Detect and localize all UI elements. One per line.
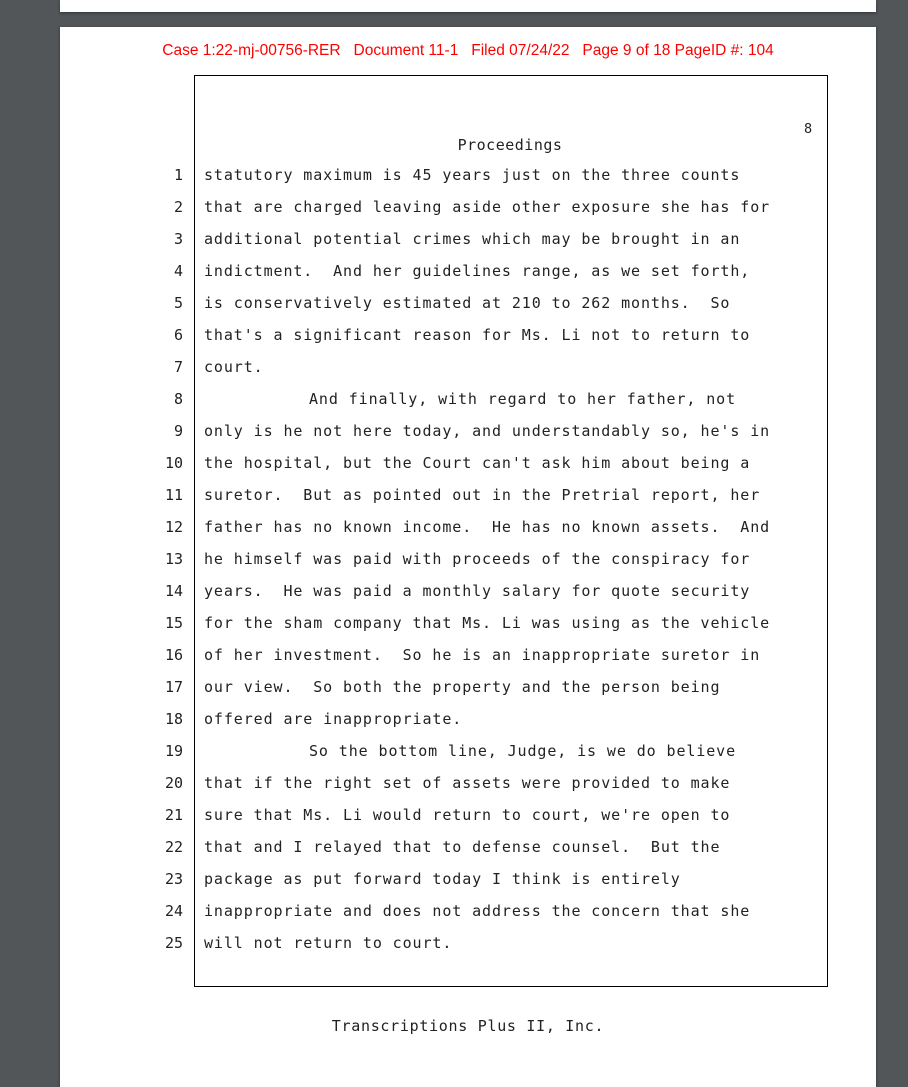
transcript-page-number: 8 (804, 121, 813, 137)
line-number: 22 (164, 838, 183, 856)
line-text: he himself was paid with proceeds of the conspiracy for (204, 550, 751, 568)
transcript-line (60, 742, 876, 774)
transcript-line (60, 870, 876, 902)
line-text: for the sham company that Ms. Li was using as the vehicle (204, 614, 771, 632)
line-number: 11 (164, 486, 183, 504)
transcript-line (60, 806, 876, 838)
line-text: will not return to court. (204, 934, 453, 952)
transcript-line (60, 710, 876, 742)
document-page (60, 27, 876, 1087)
line-number: 3 (173, 230, 183, 248)
line-text: inappropriate and does not address the concern that she (204, 902, 751, 920)
line-number: 20 (164, 774, 183, 792)
transcript-line (60, 582, 876, 614)
line-number: 18 (164, 710, 183, 728)
line-number: 9 (173, 422, 183, 440)
line-number: 5 (173, 294, 183, 312)
line-number: 23 (164, 870, 183, 888)
line-text: of her investment. So he is an inappropriate suretor in (204, 646, 761, 664)
line-text: So the bottom line, Judge, is we do believe (309, 742, 737, 760)
transcript-line (60, 294, 876, 326)
line-text: that and I relayed that to defense counsel. But the (204, 838, 721, 856)
transcript-line (60, 358, 876, 390)
line-number: 25 (164, 934, 183, 952)
transcript-line (60, 390, 876, 422)
transcript-line (60, 230, 876, 262)
line-number: 24 (164, 902, 183, 920)
transcript-line (60, 486, 876, 518)
line-text: the hospital, but the Court can't ask him about being a (204, 454, 751, 472)
line-text: additional potential crimes which may be brought in an (204, 230, 741, 248)
line-text: package as put forward today I think is entirely (204, 870, 681, 888)
transcript-line (60, 934, 876, 966)
transcript-line (60, 774, 876, 806)
case-header-stamp: Case 1:22-mj-00756-RER Document 11-1 Filed 07/24/22 Page 9 of 18 PageID #: 104 (162, 42, 774, 59)
line-number: 21 (164, 806, 183, 824)
line-number: 2 (173, 198, 183, 216)
line-text: suretor. But as pointed out in the Pretrial report, her (204, 486, 761, 504)
transcript-line (60, 166, 876, 198)
line-number: 19 (164, 742, 183, 760)
line-text: our view. So both the property and the person being (204, 678, 721, 696)
line-text: court. (204, 358, 264, 376)
transcript-line (60, 838, 876, 870)
transcript-line (60, 902, 876, 934)
transcription-footer: Transcriptions Plus II, Inc. (331, 1017, 605, 1035)
transcript-line (60, 262, 876, 294)
line-text: offered are inappropriate. (204, 710, 463, 728)
previous-page-edge (60, 0, 876, 12)
line-text: that are charged leaving aside other exposure she has for (204, 198, 771, 216)
line-text: father has no known income. He has no known assets. And (204, 518, 771, 536)
line-number: 13 (164, 550, 183, 568)
line-text: indictment. And her guidelines range, as we set forth, (204, 262, 751, 280)
line-number: 14 (164, 582, 183, 600)
line-number: 17 (164, 678, 183, 696)
transcript-line (60, 326, 876, 358)
transcript-line (60, 678, 876, 710)
line-number: 12 (164, 518, 183, 536)
transcript-title: Proceedings (457, 136, 563, 154)
line-number: 4 (173, 262, 183, 280)
line-text: years. He was paid a monthly salary for quote security (204, 582, 751, 600)
transcript-line (60, 646, 876, 678)
line-text: only is he not here today, and understandably so, he's in (204, 422, 771, 440)
line-number: 16 (164, 646, 183, 664)
line-number: 10 (164, 454, 183, 472)
transcript-line (60, 422, 876, 454)
transcript-line (60, 454, 876, 486)
line-number: 6 (173, 326, 183, 344)
transcript-line (60, 614, 876, 646)
transcript-line (60, 518, 876, 550)
line-text: that's a significant reason for Ms. Li not to return to (204, 326, 751, 344)
transcript-line (60, 198, 876, 230)
line-text: sure that Ms. Li would return to court, we're open to (204, 806, 731, 824)
line-number: 1 (173, 166, 183, 184)
line-text: statutory maximum is 45 years just on the three counts (204, 166, 741, 184)
line-number: 7 (173, 358, 183, 376)
line-text: And finally, with regard to her father, not (309, 390, 737, 408)
line-text: that if the right set of assets were provided to make (204, 774, 731, 792)
line-number: 15 (164, 614, 183, 632)
transcript-line (60, 550, 876, 582)
line-number: 8 (173, 390, 183, 408)
line-text: is conservatively estimated at 210 to 262 months. So (204, 294, 731, 312)
